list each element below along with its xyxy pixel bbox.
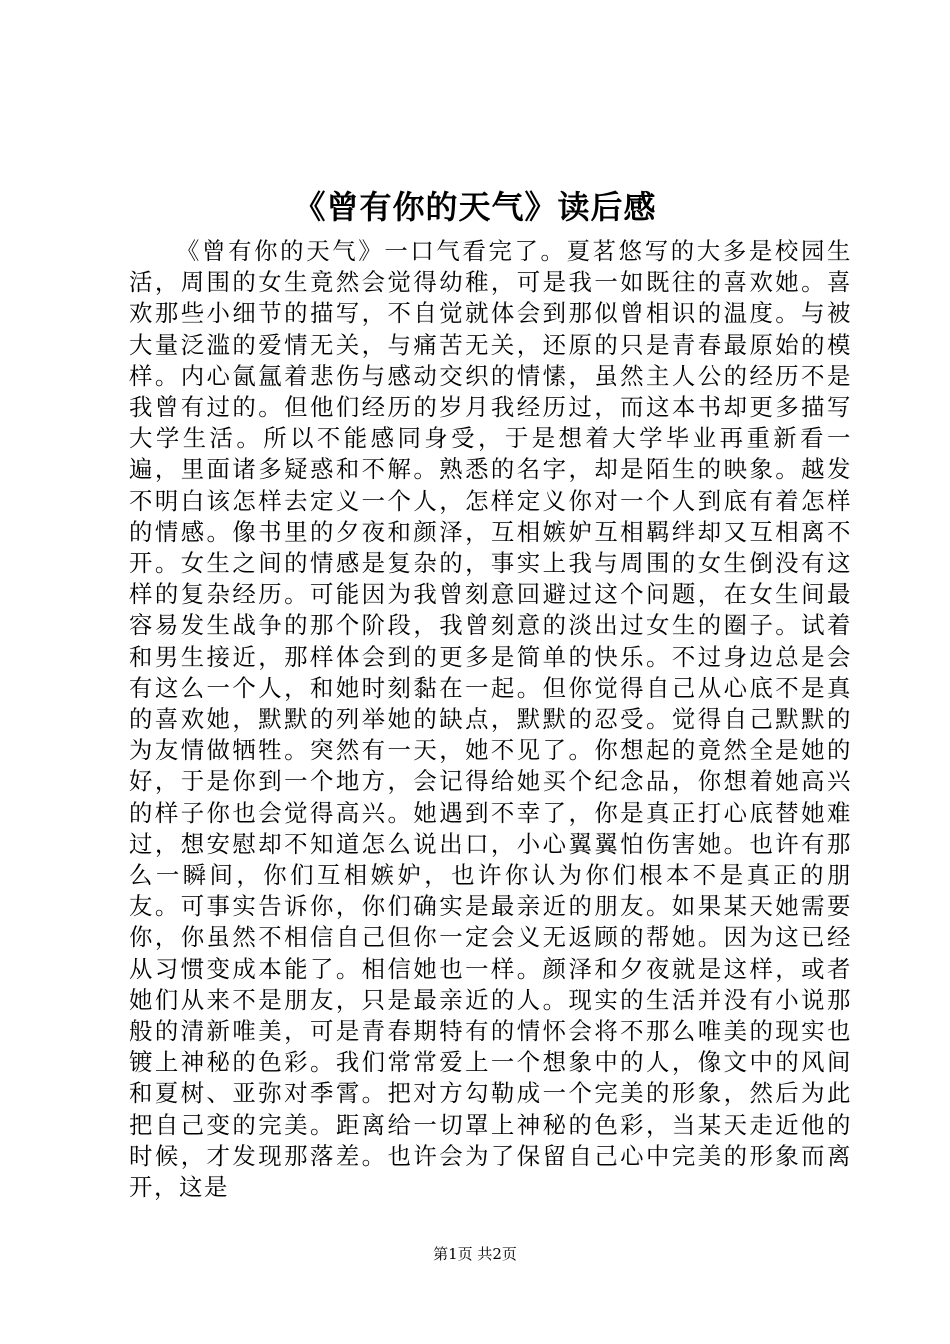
page-number-footer: 第1页 共2页 [433, 1245, 517, 1263]
body-paragraph: 《曾有你的天气》一口气看完了。夏茗悠写的大多是校园生活，周围的女生竟然会觉得幼稚，可是我一如既往的喜欢她。喜欢那些小细节的描写，不自觉就体会到那似曾相识的温度。与被大量泛滥的爱情无关，与痛苦无关，还原的只是青春最原始的模样。内心氤氲着悲伤与感动交织的情愫，虽然主人公的经历不是我曾有过的。但他们经历的岁月我经历过，而这本书却更多描写大学生活。所以不能感同身受，于是想着大学毕业再重新看一遍，里面诸多疑惑和不解。熟悉的名字，却是陌生的映象。越发不明白该怎样去定义一个人，怎样定义你对一个人到底有着怎样的情感。像书里的夕夜和颜泽，互相嫉妒互相羁绊却又互相离不开。女生之间的情感是复杂的，事实上我与周围的女生倒没有这样的复杂经历。可能因为我曾刻意回避过这个问题，在女生间最容易发生战争的那个阶段，我曾刻意的淡出过女生的圈子。试着和男生接近，那样体会到的更多是简单的快乐。不过身边总是会有这么一个人，和她时刻黏在一起。但你觉得自己从心底不是真的喜欢她，默默的列举她的缺点，默默的忍受。觉得自己默默的为友情做牺牲。突然有一天，她不见了。你想起的竟然全是她的好，于是你到一个地方，会记得给她买个纪念品，你想着她高兴的样子你也会觉得高兴。她遇到不幸了，你是真正打心底替她难过，想安慰却不知道怎么说出口，小心翼翼怕伤害她。也许有那么一瞬间，你们互相嫉妒，也许你认为你们根本不是真正的朋友。可事实告诉你，你们确实是最亲近的朋友。如果某天她需要你，你虽然不相信自己但你一定会义无返顾的帮她。因为这已经从习惯变成本能了。相信她也一样。颜泽和夕夜就是这样，或者她们从来不是朋友，只是最亲近的人。现实的生活并没有小说那般的清新唯美，可是青春期特有的情怀会将不那么唯美的现实也镀上神秘的色彩。我们常常爱上一个想象中的人，像文中的风间和夏树、亚弥对季霄。把对方勾勒成一个完美的形象，然后为此把自己变的完美。距离给一切罩上神秘的色彩，当某天走近他的时候，才发现那落差。也许会为了保留自己心中完美的形象而离开，这是 [129, 237, 852, 1202]
document-title: 《曾有你的天气》读后感 [293, 188, 657, 226]
